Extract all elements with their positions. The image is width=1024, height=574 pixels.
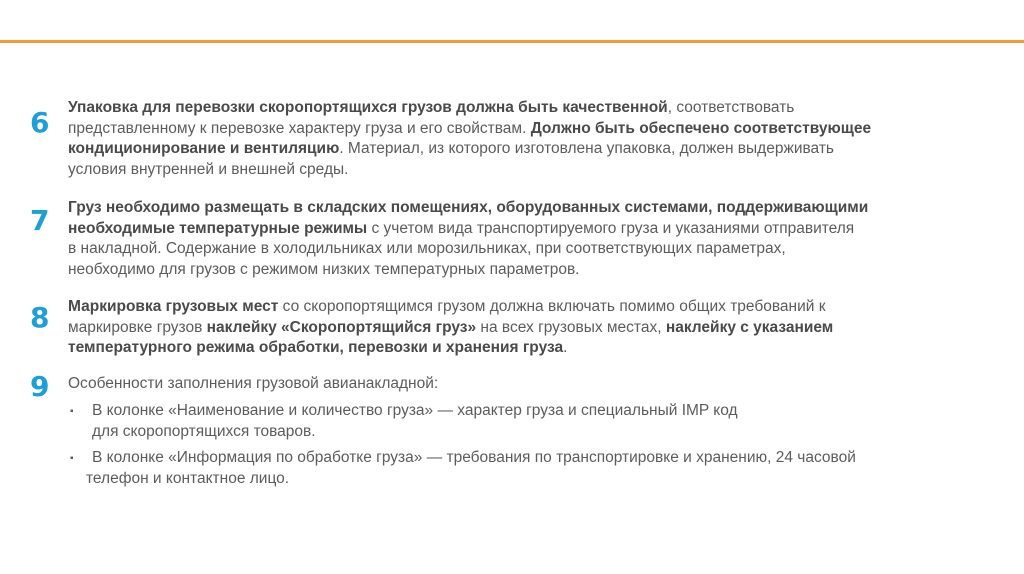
text-line <box>68 139 968 160</box>
text-line <box>68 198 968 219</box>
text-line <box>68 219 968 240</box>
bullet-marker: ▪ <box>70 406 74 417</box>
item-text <box>68 198 968 280</box>
bold-segment: наклейку «Скоропортящийся груз» <box>206 318 477 336</box>
bullet-text: В колонке «Информация по обработке груза» — требования по транспортировке и хранению, 24 часовой телефон и контактное лицо. <box>86 449 856 487</box>
text-line <box>68 160 968 181</box>
text-segment: . Материал, из которого изготовлена упаковка, должен выдерживать <box>339 140 835 157</box>
bold-segment: наклейку с указанием <box>665 318 834 336</box>
text-segment: в накладной. Содержание в холодильниках или морозильниках, при соответствующих параметрах, <box>68 240 786 257</box>
top-accent-line <box>0 40 1024 43</box>
text-segment: . <box>563 339 568 356</box>
item-text <box>68 297 968 359</box>
text-segment: , соответствовать <box>667 99 795 116</box>
bold-segment: Маркировка грузовых мест <box>68 298 279 315</box>
text-line <box>68 98 968 119</box>
text-segment: на всех грузовых местах, <box>476 318 666 336</box>
text-line <box>68 297 968 318</box>
item-heading: Особенности заполнения грузовой авианакладной: <box>68 375 439 392</box>
text-line <box>68 318 968 339</box>
item-number: 6 <box>30 106 50 139</box>
text-segment: необходимо для грузов с режимом низких температурных параметров. <box>68 260 580 278</box>
text-segment: условия внутренней и внешней среды. <box>68 160 349 178</box>
text-line <box>68 239 968 260</box>
item-number: 8 <box>30 301 50 334</box>
item-number: 7 <box>30 204 50 237</box>
text-line <box>68 260 968 281</box>
bold-segment: Должно быть обеспечено соответствующее <box>530 119 872 137</box>
bold-segment: температурного режима обработки, перевозки и хранения груза <box>68 339 564 356</box>
bullet-text: В колонке «Наименование и количество груза» — характер груза и специальный IMP код для скоропортящихся товаров. <box>92 402 738 440</box>
text-segment: маркировке грузов <box>68 318 207 336</box>
item-number: 9 <box>30 370 50 403</box>
text-segment: с учетом вида транспортируемого груза и указаниями отправителя <box>367 219 855 237</box>
item-text <box>68 98 968 180</box>
text-segment: представленному к перевозке характеру груза и его свойствам. <box>68 119 531 137</box>
bold-segment: кондиционирование и вентиляцию <box>68 140 340 157</box>
bold-segment: Груз необходимо размещать в складских помещениях, оборудованных системами, поддерживающими <box>68 199 869 216</box>
text-segment: со скоропортящимся грузом должна включать помимо общих требований к <box>278 298 826 315</box>
bullet-marker: ▪ <box>70 453 74 464</box>
text-line <box>68 119 968 140</box>
bold-segment: Упаковка для перевозки скоропортящихся грузов должна быть качественной <box>68 99 668 116</box>
bold-segment: необходимые температурные режимы <box>68 219 368 237</box>
text-line <box>68 338 968 359</box>
